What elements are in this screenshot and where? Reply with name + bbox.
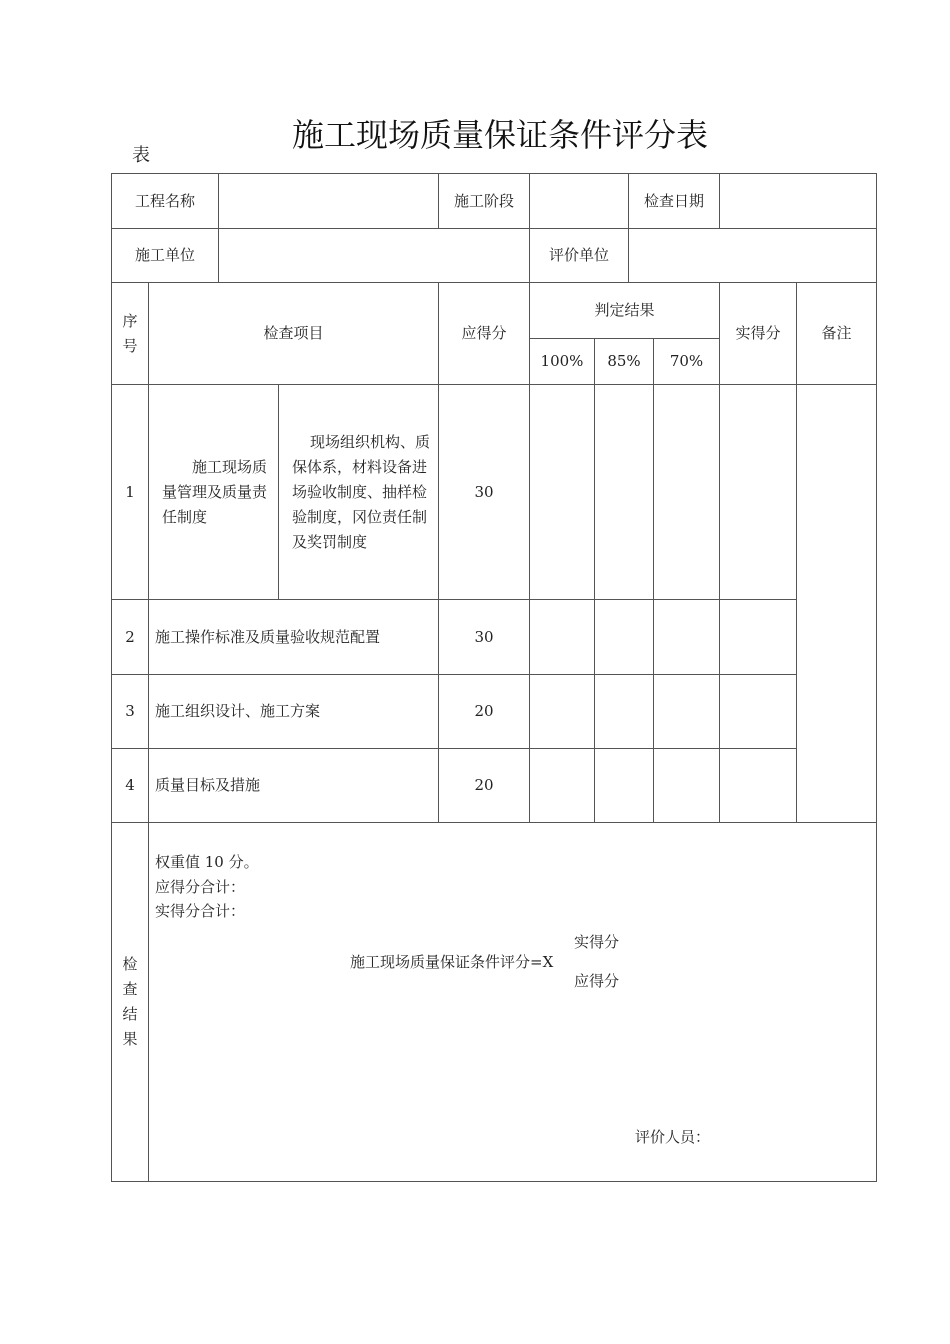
contractor-value[interactable] [219, 229, 529, 282]
evaluator-signature-label: 评价人员： [635, 1128, 711, 1146]
formula-text: 施工现场质量保证条件评分=X [350, 953, 554, 971]
col-header-actual: 实得分 [735, 324, 781, 342]
contractor-label: 施工单位 [134, 246, 195, 264]
evaluator-unit-label: 评价单位 [548, 246, 609, 264]
result-actual-total: 实得分合计： [155, 902, 246, 920]
formula-numerator: 实得分 [574, 933, 620, 951]
col-header-judge: 判定结果 [594, 301, 655, 319]
row-3-no: 3 [125, 702, 135, 720]
row-2-due: 30 [474, 627, 494, 646]
col-header-100: 100% [540, 352, 584, 370]
row-1-due: 30 [474, 482, 494, 501]
row-3-item: 施工组织设计、施工方案 [155, 702, 321, 720]
row-4-due: 20 [474, 776, 494, 794]
formula-denominator: 应得分 [574, 972, 620, 990]
project-name-label: 工程名称 [134, 191, 195, 210]
row-4-no: 4 [125, 776, 135, 794]
result-due-total: 应得分合计： [155, 878, 246, 896]
result-label: 检查结果 [122, 955, 138, 1048]
col-header-item: 检查项目 [263, 324, 324, 342]
result-weight: 权重值 10 分。 [155, 853, 259, 871]
stage-value[interactable] [530, 174, 628, 228]
row-4-item: 质量目标及措施 [155, 776, 261, 794]
date-value[interactable] [720, 174, 876, 228]
col-header-70: 70% [669, 352, 704, 370]
col-header-due: 应得分 [461, 324, 507, 342]
project-name-value[interactable] [219, 174, 438, 228]
page-title: 施工现场质量保证条件评分表 [292, 116, 709, 154]
row-2-no: 2 [125, 627, 135, 646]
row-2-item: 施工操作标准及质量验收规范配置 [155, 627, 381, 646]
col-header-85: 85% [607, 352, 641, 370]
stage-label: 施工阶段 [453, 191, 514, 210]
col-header-seq: 序号 [122, 311, 138, 355]
table-label-prefix: 表 [132, 145, 150, 166]
row-3-due: 20 [474, 702, 494, 720]
col-header-remark: 备注 [821, 324, 852, 342]
row-1-no: 1 [125, 482, 135, 501]
row-1-item: 施工现场质量管理及质量责任制度 [162, 457, 268, 526]
row-1-detail: 现场组织机构、质保体系，材料设备进场验收制度、抽样检验制度，冈位责任制及奖罚制度 [292, 432, 431, 551]
date-label: 检查日期 [643, 191, 704, 210]
evaluator-unit-value[interactable] [629, 229, 876, 282]
